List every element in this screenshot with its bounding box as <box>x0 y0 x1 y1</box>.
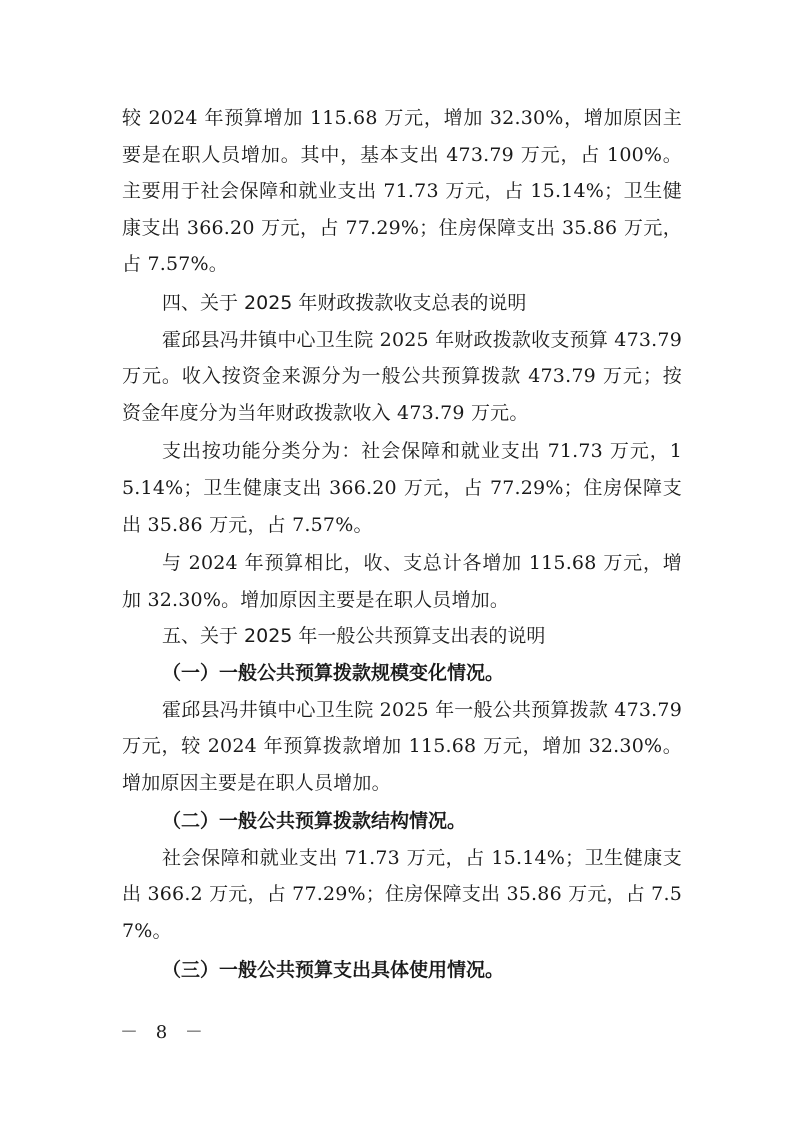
section-heading-4: 四、关于 2025 年财政拨款收支总表的说明 <box>162 291 527 314</box>
paragraph-scale-detail: 霍邱县冯井镇中心卫生院 2025 年一般公共预算拨款 473.79 万元，较 2024 年预算拨款增加 115.68 万元，增加 32.30%。增加原因主要是在职人员增加。 <box>122 698 682 794</box>
paragraph-year-comparison: 与 2024 年预算相比，收、支总计各增加 115.68 万元，增加 32.30%。增加原因主要是在职人员增加。 <box>122 552 682 611</box>
subheading-scale-change: （一）一般公共预算拨款规模变化情况。 <box>162 661 505 684</box>
section-heading-5: 五、关于 2025 年一般公共预算支出表的说明 <box>162 625 546 648</box>
page-number: － 8 － <box>120 1022 209 1043</box>
document-body <box>122 100 682 988</box>
subheading-structure: （二）一般公共预算拨款结构情况。 <box>162 810 467 833</box>
paragraph-budget-increase: 较 2024 年预算增加 115.68 万元，增加 32.30%，增加原因主要是在职人员增加。其中，基本支出 473.79 万元，占 100%。主要用于社会保障和就业支出 71.73 万元，占 15.14%；卫生健康支出 366.20 万元，占 77.29%；住房保障支出 35.86 万元，占 7.57%。 <box>122 107 682 276</box>
paragraph-structure-detail: 社会保障和就业支出 71.73 万元，占 15.14%；卫生健康支出 366.2 万元，占 77.29%；住房保障支出 35.86 万元，占 7.57%。 <box>122 846 682 943</box>
subheading-specific-use: （三）一般公共预算支出具体使用情况。 <box>162 958 505 981</box>
paragraph-expenditure-function: 支出按功能分类分为：社会保障和就业支出 71.73 万元，15.14%；卫生健康支出 366.20 万元，占 77.29%；住房保障支出 35.86 万元，占 7.57%。 <box>122 440 682 536</box>
paragraph-fiscal-summary: 霍邱县冯井镇中心卫生院 2025 年财政拨款收支预算 473.79 万元。收入按资金来源分为一般公共预算拨款 473.79 万元；按资金年度分为当年财政拨款收入 473.79 万元。 <box>122 328 682 424</box>
